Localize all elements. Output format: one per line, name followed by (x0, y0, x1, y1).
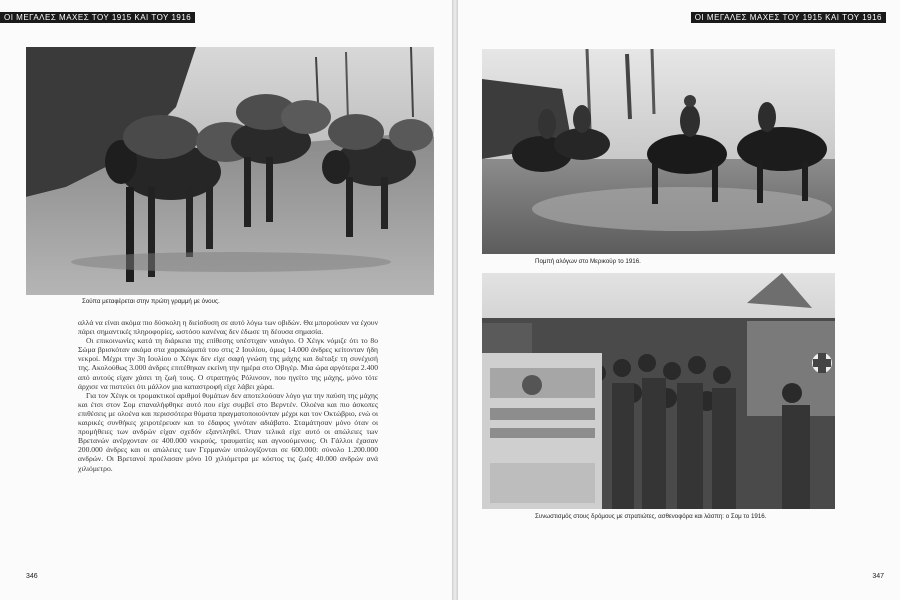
left-page-number: 346 (26, 573, 38, 580)
horse-procession-photo (482, 49, 835, 254)
article-paragraph: Οι επικοινωνίες κατά τη διάρκεια της επίθεσης υπέστιχαν ναυάγιο. Ο Χέιγκ νόμιζε ότι το 8ο Σώμα βρισκόταν ακόμα στα χαρακώματά του στις 2 Ιουλίου, όμως 14.000 άνδρες κείτονταν ήδη νεκροί. Μέχρι την 3η Ιουλίου ο Χέιγκ δεν είχε σαφή γνώση της μάχης και διέταξε τη συνέχισή της. Ακολούθως 3.000 άνδρες επιτέθηκαν εκείνη την ημέρα στο Οβιγέρ. Μια ώρα αργότερα 2.400 από αυτούς είχαν χάσει τη ζωή τους. Ο στρατηγός Ρόλινσον, που ηγείτο της μάχης, μόνο τότε άρχισε να πιστεύει ότι μάλλον μια καταστροφή είχε λάβει χώρα. (78, 336, 378, 391)
top-right-photo-caption: Πομπή αλόγων στο Μερικούρ το 1916. (535, 258, 641, 265)
left-running-header: ΟΙ ΜΕΓΑΛΕΣ ΜΑΧΕΣ ΤΟΥ 1915 ΚΑΙ ΤΟΥ 1916 (0, 12, 195, 23)
right-running-header: ΟΙ ΜΕΓΑΛΕΣ ΜΑΧΕΣ ΤΟΥ 1915 ΚΑΙ ΤΟΥ 1916 (691, 12, 886, 23)
right-page (458, 0, 900, 600)
somme-road-photo-graphic (482, 273, 835, 509)
right-page-number: 347 (872, 573, 884, 580)
donkeys-carrying-soup-photo (26, 47, 434, 295)
somme-crowded-road-photo (482, 273, 835, 509)
horses-photo-graphic (482, 49, 835, 254)
article-body (78, 318, 378, 473)
bottom-right-photo-caption: Συνωστισμός στους δρόμους με στρατιώτες, ασθενοφόρα και λάσπη: ο Σομ το 1916. (535, 513, 767, 520)
donkeys-photo-graphic (26, 47, 434, 295)
left-photo-caption: Σούπα μεταφέρεται στην πρώτη γραμμή με όνους. (82, 298, 220, 305)
article-paragraph: αλλά να είναι ακόμα πιο δύσκολη η διείσδυση σε αυτό λόγω των οβιδών. Θα μπορούσαν να έχουν πάρει σημαντικές πληροφορίες, ωστόσο κανένας δεν έδωσε τη δέουσα σημασία. (78, 318, 378, 337)
article-paragraph: Για τον Χέιγκ οι τρομακτικοί αριθμοί θυμάτων δεν αποτελούσαν λόγο για την παύση της μάχης και έτσι στον Σομ επαναλήφθηκε αυτό που είχε συμβεί στο Βερντέν. Ολοένα και πιο άσκοπες επιθέσεις με ολοένα και περισσότερα θύματα πραγματοποιούνταν μέχρι και τον Οκτώβριο, ενώ οι καιρικές συνθήκες χειροτέρευαν και το έδαφος γινόταν αδιάβατο. Σταμάτησαν μόνο όταν οι προμήθειες των ανδρών είχαν σχεδόν εξαντληθεί. Όταν τελικά είχε αυτό οι απώλειες των Βρετανών ανέρχονταν σε 400.000 νεκρούς, τραυματίες και αγνοούμενους. Οι Γάλλοι έχασαν 200.000 άνδρες και οι απώλειες των Γερμανών υπολογίζονται σε 600.000: σύνολο 1.200.000 ανδρών. Οι Βρετανοί προέλασαν μόνο 10 χιλιόμετρα με κόστος τις ζωές 40.000 ανδρών ανά χιλιόμετρο. (78, 390, 378, 473)
